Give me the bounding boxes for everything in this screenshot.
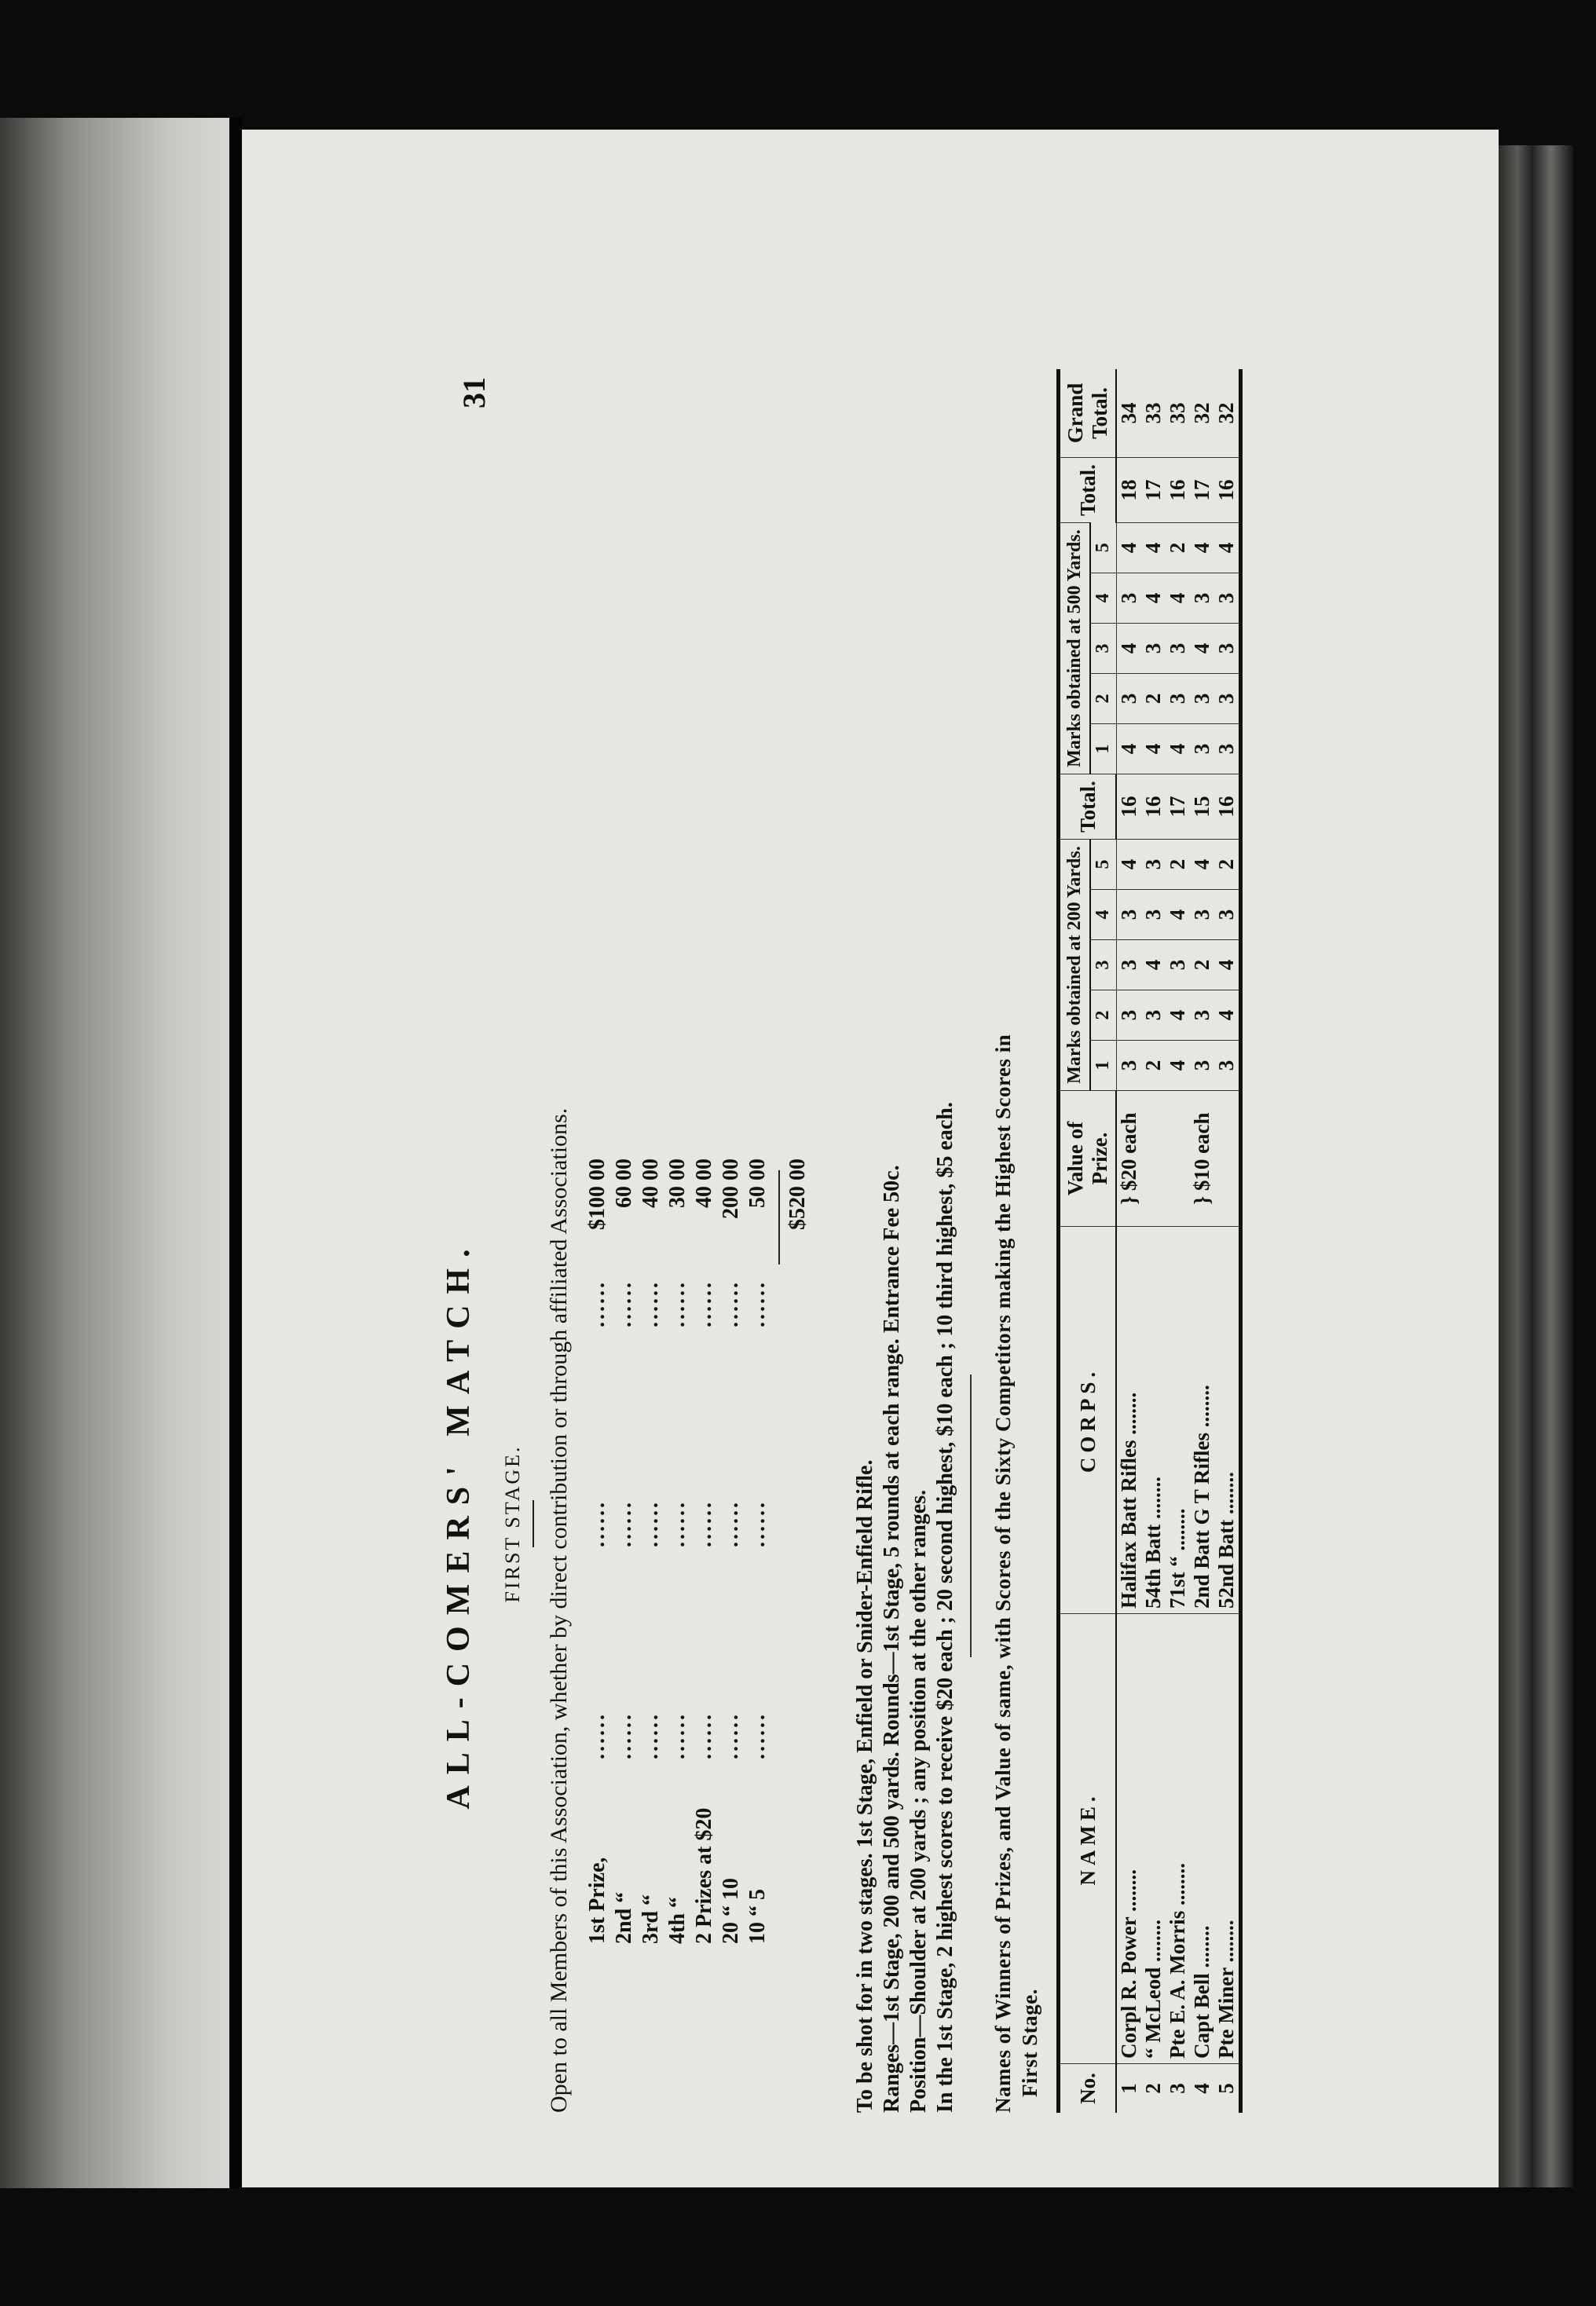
subtitle-rule bbox=[533, 1500, 534, 1547]
leader-dots: ...... bbox=[585, 1280, 609, 1327]
cell-score: 2 bbox=[1166, 840, 1190, 890]
cell-score: 3 bbox=[1214, 724, 1241, 774]
cell-score: 4 bbox=[1116, 840, 1141, 890]
cell-score: 4 bbox=[1116, 624, 1141, 674]
cell-score: 4 bbox=[1166, 573, 1190, 624]
col-total-200: Total. bbox=[1059, 774, 1117, 840]
prize-list bbox=[585, 1158, 772, 1944]
cell-value bbox=[1166, 1091, 1190, 1227]
cell-score: 3 bbox=[1214, 890, 1241, 940]
book-gutter bbox=[229, 118, 242, 2188]
cell-score: 4 bbox=[1166, 990, 1190, 1041]
cell-score: 4 bbox=[1214, 523, 1241, 573]
prize-row bbox=[745, 1158, 772, 1944]
cell-score: 4 bbox=[1190, 840, 1214, 890]
leader-dots: ...... bbox=[639, 1500, 663, 1547]
shot-header: 4 bbox=[1090, 573, 1116, 624]
prize-amount: 30 00 bbox=[665, 1158, 690, 1208]
leader-dots: ...... bbox=[745, 1712, 770, 1759]
cell-score: 2 bbox=[1190, 940, 1214, 990]
cell-score: 3 bbox=[1116, 1041, 1141, 1091]
cell-total: 15 bbox=[1190, 774, 1214, 840]
prize-amount: $100 00 bbox=[585, 1158, 609, 1230]
page-subtitle: FIRST STAGE. bbox=[501, 1444, 524, 1603]
cell-grand-total: 33 bbox=[1141, 402, 1165, 424]
cell-score: 2 bbox=[1214, 840, 1241, 890]
shot-header: 5 bbox=[1090, 523, 1116, 573]
leader-dots: ...... bbox=[719, 1280, 743, 1327]
left-page-edge bbox=[0, 118, 229, 2188]
cell-corps: 54th Batt ........ bbox=[1141, 1227, 1166, 1614]
col-value: Value of Prize. bbox=[1059, 1091, 1117, 1227]
col-no: No. bbox=[1059, 2064, 1117, 2114]
prize-label: 20 “ 10 bbox=[719, 1878, 743, 1944]
cell-score: 3 bbox=[1190, 1041, 1214, 1091]
book-page-edges bbox=[1499, 145, 1573, 2187]
cell-name: Pte E. A. Morris ........ bbox=[1166, 1614, 1190, 2064]
prize-row bbox=[639, 1158, 665, 1944]
cell-score: 4 bbox=[1166, 1041, 1190, 1091]
leader-dots: ...... bbox=[639, 1280, 663, 1327]
cell-score: 3 bbox=[1190, 674, 1214, 724]
col-marks-500: Marks obtained at 500 Yards. bbox=[1059, 523, 1090, 774]
section-rule bbox=[970, 1374, 972, 1657]
cell-score: 2 bbox=[1141, 674, 1166, 724]
prize-label: 10 “ 5 bbox=[745, 1889, 770, 1944]
condition-line: Ranges—1st Stage, 200 and 500 yards. Rounds—1st Stage, 5 rounds at each range. Entrance Fee 50c. bbox=[880, 1165, 904, 2113]
shot-header: 5 bbox=[1090, 840, 1116, 890]
cell-total: 16 bbox=[1166, 458, 1190, 523]
cell-score: 3 bbox=[1190, 573, 1214, 624]
cell-name: Capt Bell ........ bbox=[1190, 1614, 1214, 2064]
cell-score: 3 bbox=[1141, 890, 1166, 940]
cell-score: 2 bbox=[1166, 523, 1190, 573]
prize-amount: 50 00 bbox=[745, 1158, 770, 1208]
leader-dots: ...... bbox=[612, 1500, 636, 1547]
cell-score: 3 bbox=[1141, 624, 1166, 674]
eligibility-text: Open to all Members of this Association, whether by direct contribution or through affiliated Associations. bbox=[546, 1107, 572, 2113]
cell-grand-total: 33 bbox=[1166, 402, 1189, 424]
cell-total: 17 bbox=[1166, 774, 1190, 840]
shot-header: 1 bbox=[1090, 1041, 1116, 1091]
cell-score: 3 bbox=[1190, 724, 1214, 774]
leader-dots: ...... bbox=[692, 1500, 716, 1547]
cell-corps: Halifax Batt Rifles ........ bbox=[1116, 1227, 1141, 1614]
leader-dots: ...... bbox=[745, 1280, 770, 1327]
table-row bbox=[1214, 369, 1241, 2113]
table-row bbox=[1166, 369, 1190, 2113]
table-caption bbox=[990, 1034, 1043, 2113]
cell-score: 3 bbox=[1116, 990, 1141, 1041]
prize-row bbox=[612, 1158, 639, 1944]
leader-dots: ...... bbox=[585, 1712, 609, 1759]
cell-total: 16 bbox=[1214, 458, 1241, 523]
cell-total: 17 bbox=[1141, 458, 1166, 523]
cell-score: 3 bbox=[1190, 890, 1214, 940]
cell-name: “ McLeod ........ bbox=[1141, 1614, 1166, 2064]
shot-header: 3 bbox=[1090, 940, 1116, 990]
cell-total: 18 bbox=[1116, 458, 1141, 523]
cell-score: 2 bbox=[1141, 1041, 1166, 1091]
total-rule bbox=[778, 1170, 780, 1265]
leader-dots: ...... bbox=[692, 1712, 716, 1759]
shot-header: 1 bbox=[1090, 724, 1116, 774]
col-name: NAME. bbox=[1059, 1614, 1117, 2064]
prize-label: 1st Prize, bbox=[585, 1857, 609, 1944]
cell-grand-total: 34 bbox=[1117, 402, 1140, 424]
cell-score: 4 bbox=[1141, 940, 1166, 990]
table-header-row bbox=[1059, 369, 1090, 2113]
shot-header: 2 bbox=[1090, 674, 1116, 724]
caption-line: Names of Winners of Prizes, and Value of same, with Scores of the Sixty Competitors making the Highest Scores in bbox=[991, 1034, 1015, 2113]
cell-score: 4 bbox=[1190, 624, 1214, 674]
condition-line: In the 1st Stage, 2 highest scores to receive $20 each ; 20 second highest, $10 each ; 10 third highest, $5 each. bbox=[933, 1102, 957, 2113]
table-row bbox=[1116, 369, 1141, 2113]
prize-row bbox=[692, 1158, 719, 1944]
cell-score: 4 bbox=[1141, 573, 1166, 624]
page-title: ALL-COMERS' MATCH. bbox=[441, 1238, 477, 1810]
cell-no: 1 bbox=[1116, 2064, 1141, 2114]
results-table bbox=[1056, 369, 1243, 2113]
leader-dots: ...... bbox=[665, 1712, 690, 1759]
prize-amount: 40 00 bbox=[639, 1158, 663, 1208]
col-marks-200: Marks obtained at 200 Yards. bbox=[1059, 840, 1090, 1091]
table-row bbox=[1141, 369, 1166, 2113]
col-total-500: Total. bbox=[1059, 458, 1117, 523]
shot-header: 4 bbox=[1090, 890, 1116, 940]
cell-score: 4 bbox=[1141, 724, 1166, 774]
col-corps: CORPS. bbox=[1059, 1227, 1117, 1614]
cell-score: 3 bbox=[1214, 573, 1241, 624]
prize-label: 3rd “ bbox=[639, 1894, 663, 1944]
prize-amount: 200 00 bbox=[719, 1158, 743, 1219]
leader-dots: ...... bbox=[665, 1500, 690, 1547]
cell-corps: 2nd Batt G T Rifles ........ bbox=[1190, 1227, 1214, 1614]
cell-grand-total: 32 bbox=[1190, 402, 1213, 424]
cell-name: Corpl R. Power ........ bbox=[1116, 1614, 1141, 2064]
cell-score: 3 bbox=[1166, 674, 1190, 724]
cell-score: 4 bbox=[1214, 940, 1241, 990]
cell-score: 3 bbox=[1214, 624, 1241, 674]
cell-total: 17 bbox=[1190, 458, 1214, 523]
cell-corps: 52nd Batt ........ bbox=[1214, 1227, 1241, 1614]
cell-score: 4 bbox=[1166, 890, 1190, 940]
cell-score: 3 bbox=[1141, 990, 1166, 1041]
cell-score: 4 bbox=[1116, 523, 1141, 573]
leader-dots: ...... bbox=[665, 1280, 690, 1327]
cell-no: 4 bbox=[1190, 2064, 1214, 2114]
prize-amount: 40 00 bbox=[692, 1158, 716, 1208]
prize-amount: 60 00 bbox=[612, 1158, 636, 1208]
condition-line: To be shot for in two stages. 1st Stage, Enfield or Snider-Enfield Rifle. bbox=[853, 1459, 877, 2113]
cell-total: 16 bbox=[1141, 774, 1166, 840]
leader-dots: ...... bbox=[612, 1280, 636, 1327]
match-conditions bbox=[852, 1102, 959, 2113]
cell-score: 3 bbox=[1214, 674, 1241, 724]
leader-dots: ...... bbox=[692, 1280, 716, 1327]
prize-row bbox=[665, 1158, 692, 1944]
cell-score: 3 bbox=[1116, 940, 1141, 990]
prize-total: $520 00 bbox=[785, 1158, 810, 1230]
cell-total: 16 bbox=[1116, 774, 1141, 840]
cell-score: 3 bbox=[1166, 940, 1190, 990]
leader-dots: ...... bbox=[612, 1712, 636, 1759]
prize-label: 2nd “ bbox=[612, 1891, 636, 1944]
leader-dots: ...... bbox=[585, 1500, 609, 1547]
prize-row bbox=[719, 1158, 745, 1944]
shot-header: 3 bbox=[1090, 624, 1116, 674]
shot-header: 2 bbox=[1090, 990, 1116, 1041]
prize-label: 2 Prizes at $20 bbox=[692, 1807, 716, 1944]
cell-score: 3 bbox=[1166, 624, 1190, 674]
page-number: 31 bbox=[456, 377, 492, 408]
prize-row bbox=[585, 1158, 612, 1944]
prize-label: 4th “ bbox=[665, 1897, 690, 1944]
cell-score: 3 bbox=[1214, 1041, 1241, 1091]
cell-score: 3 bbox=[1141, 840, 1166, 890]
leader-dots: ...... bbox=[745, 1500, 770, 1547]
cell-no: 3 bbox=[1166, 2064, 1190, 2114]
cell-total: 16 bbox=[1214, 774, 1241, 840]
cell-score: 3 bbox=[1116, 573, 1141, 624]
leader-dots: ...... bbox=[639, 1712, 663, 1759]
cell-grand-total: 32 bbox=[1214, 402, 1238, 424]
cell-corps: 71st “ ........ bbox=[1166, 1227, 1190, 1614]
cell-no: 5 bbox=[1214, 2064, 1241, 2114]
cell-score: 4 bbox=[1214, 990, 1241, 1041]
cell-value: } $10 each bbox=[1190, 1091, 1214, 1227]
cell-value bbox=[1141, 1091, 1166, 1227]
cell-score: 4 bbox=[1166, 724, 1190, 774]
leader-dots: ...... bbox=[719, 1712, 743, 1759]
col-grand-total: Grand Total. bbox=[1059, 369, 1117, 458]
condition-line: Position—Shoulder at 200 yards ; any position at the other ranges. bbox=[906, 1489, 931, 2113]
caption-line: First Stage. bbox=[1018, 1989, 1041, 2097]
cell-value bbox=[1214, 1091, 1241, 1227]
cell-score: 3 bbox=[1116, 674, 1141, 724]
cell-score: 3 bbox=[1116, 890, 1141, 940]
cell-value: } $20 each bbox=[1116, 1091, 1141, 1227]
cell-score: 3 bbox=[1190, 990, 1214, 1041]
cell-no: 2 bbox=[1141, 2064, 1166, 2114]
cell-score: 4 bbox=[1116, 724, 1141, 774]
cell-score: 4 bbox=[1141, 523, 1166, 573]
leader-dots: ...... bbox=[719, 1500, 743, 1547]
page-content bbox=[440, 306, 1343, 2113]
cell-name: Pte Miner ........ bbox=[1214, 1614, 1241, 2064]
table-row bbox=[1190, 369, 1214, 2113]
cell-score: 4 bbox=[1190, 523, 1214, 573]
